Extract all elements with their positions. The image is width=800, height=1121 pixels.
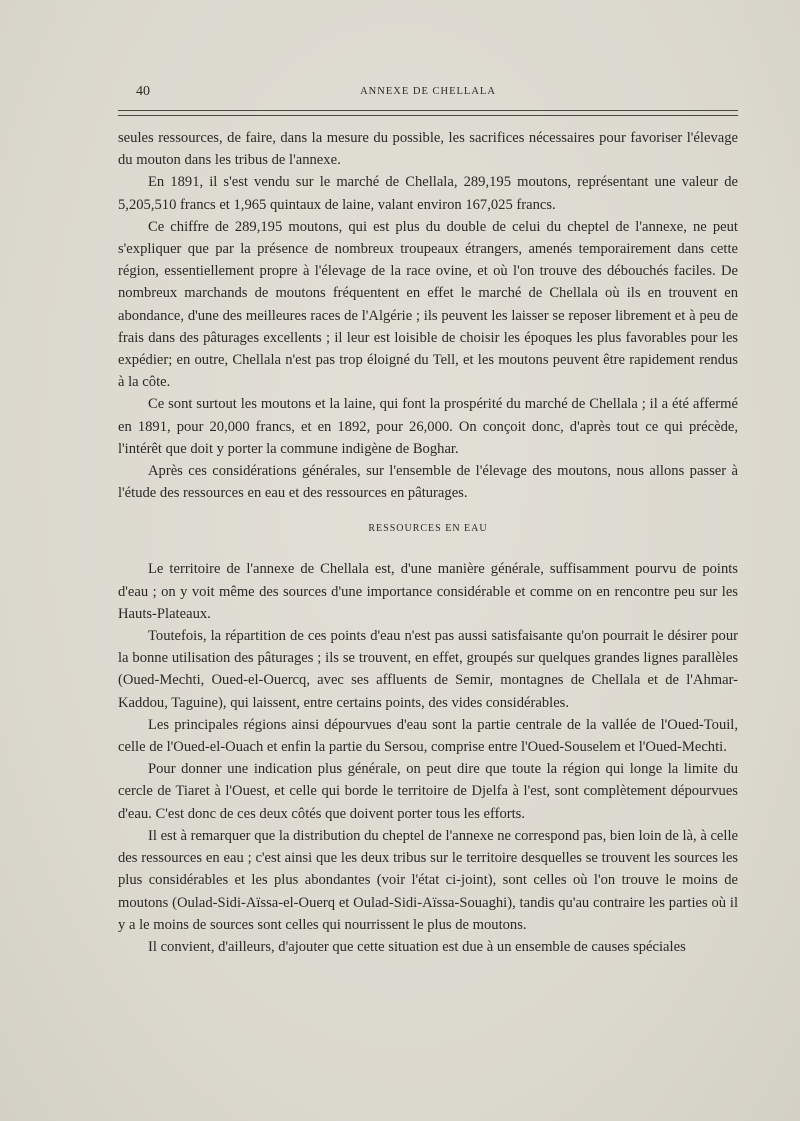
running-title: ANNEXE DE CHELLALA [360,86,496,97]
paragraph: seules ressources, de faire, dans la mesure du possible, les sacrifices nécessaires pour favoriser l'élevage du mouton dans les tribus de l'annexe. [118,130,738,169]
paragraph: Toutefois, la répartition de ces points d'eau n'est pas aussi satisfaisante qu'on pourrait le désirer pour la bonne utilisation des pâturages ; ils se trouvent, en effet, groupés sur quelques grandes lignes parallèles (Oued-Mechti, Oued-el-Ouercq, avec ses affluents de Semir, montagnes de Chellala et de l'Ahmar-Kaddou, Taguine), qui laissent, entre certains points, des vides considérables. [118,628,738,711]
body-text [118,127,738,958]
paragraph: Ce chiffre de 289,195 moutons, qui est plus du double de celui du cheptel de l'annexe, ne peut s'expliquer que par la présence de nombreux troupeaux étrangers, amenés temporairement dans cette région, essentiellement propre à l'élevage de la race ovine, et où l'on trouve des débouchés faciles. De nombreux marchands de moutons fréquentent en effet le marché de Chellala où ils en trouvent en abondance, d'une des meilleures races de l'Algérie ; ils peuvent les laisser se reposer librement et à peu de frais dans des pâturages excellents ; il leur est loisible de choisir les époques les plus favorables pour les expédier; en outre, Chellala n'est pas trop éloigné du Tell, et les moutons peuvent être rapidement rendus à la côte. [118,218,738,391]
header-double-rule [118,110,738,116]
paragraph: Les principales régions ainsi dépourvues d'eau sont la partie centrale de la vallée de l'Oued-Touil, celle de l'Oued-el-Ouach et enfin la partie du Sersou, comprise entre l'Oued-Souselem et l'Oued-Mechti. [118,716,738,756]
page-header [118,84,738,104]
paragraph: En 1891, il s'est vendu sur le marché de Chellala, 289,195 moutons, représentant une valeur de 5,205,510 francs et 1,965 quintaux de laine, valant environ 167,025 francs. [118,174,738,213]
page-number: 40 [136,84,150,99]
paragraph: Il est à remarquer que la distribution du cheptel de l'annexe ne correspond pas, bien loin de là, à celle des ressources en eau ; c'est ainsi que les deux tribus sur le territoire desquelles se trouvent les sources les plus considérables et les plus abondantes (voir l'état ci-joint), sont celles où l'on trouve le moins de moutons (Oulad-Sidi-Aïssa-el-Ouerq et Oulad-Sidi-Aïssa-Souaghi), tandis qu'au contraire les parties où il y a le moins de sources sont celles qui nourrissent le plus de moutons. [118,827,738,933]
paragraph: Ce sont surtout les moutons et la laine, qui font la prospérité du marché de Chellala ; il a été affermé en 1891, pour 20,000 francs, et en 1892, pour 26,000. On conçoit donc, d'après tout ce qui précède, l'intérêt que doit y porter la commune indigène de Boghar. [118,396,738,457]
paragraph: Après ces considérations générales, sur l'ensemble de l'élevage des moutons, nous allons passer à l'étude des ressources en eau et des ressources en pâturages. [118,463,738,502]
paragraph: Le territoire de l'annexe de Chellala est, d'une manière générale, suffisamment pourvu de points d'eau ; on y voit même des sources d'une importance considérable et comme on en rencontre peu sur les Hauts-Plateaux. [118,561,738,622]
paragraph: Il convient, d'ailleurs, d'ajouter que cette situation est due à un ensemble de causes spéciales [148,938,686,955]
paragraph: Pour donner une indication plus générale, on peut dire que toute la région qui longe la limite du cercle de Tiaret à l'Ouest, et celle qui borde le territoire de Djelfa à l'est, sont complètement dépourvues d'eau. C'est donc de ces deux côtés que doivent porter tous les efforts. [118,761,738,822]
section-heading: RESSOURCES EN EAU [368,523,488,535]
